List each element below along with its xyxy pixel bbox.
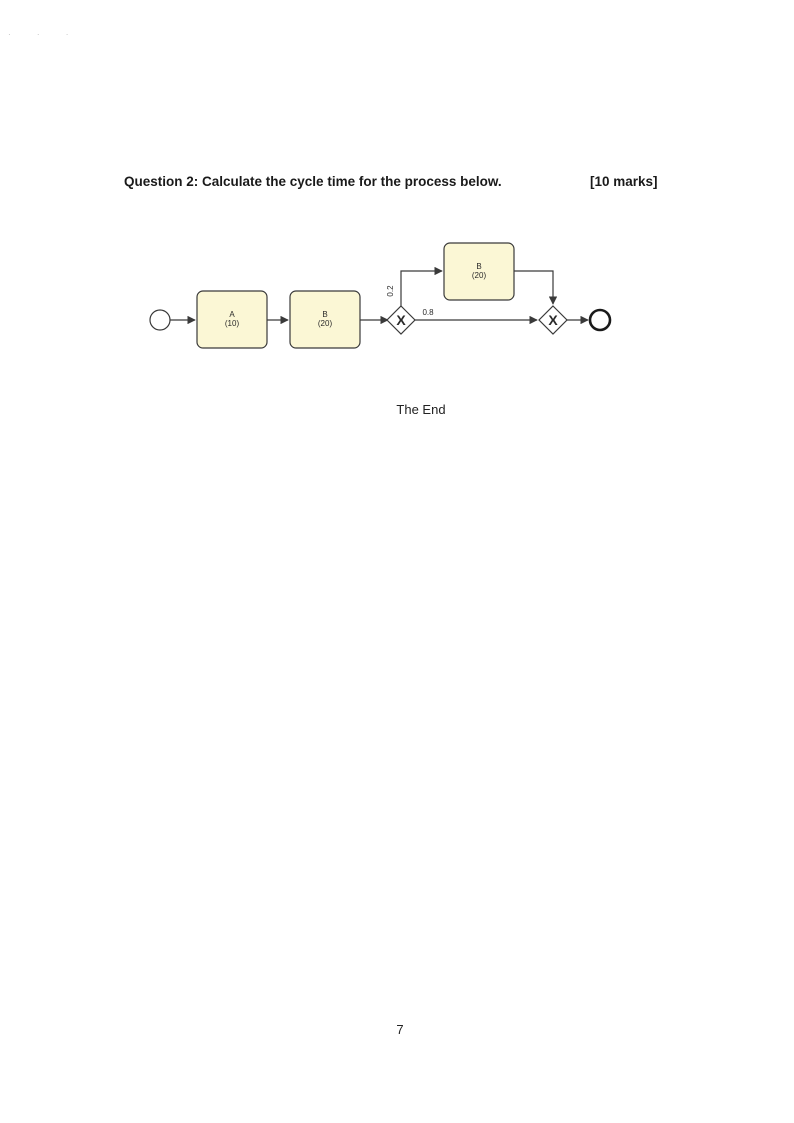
start-event	[150, 310, 170, 330]
split-gateway	[387, 306, 415, 334]
split-gateway-symbol: X	[396, 312, 406, 328]
end-text: The End	[396, 402, 446, 417]
flow-branch-b-to-join	[514, 271, 553, 304]
task-b-name: B	[322, 310, 328, 319]
end-event	[590, 310, 610, 330]
question-title: Question 2: Calculate the cycle time for the process below.	[124, 174, 502, 189]
task-a	[197, 291, 267, 348]
task-a-name: A	[229, 310, 235, 319]
scan-artifacts: · · ·	[8, 30, 81, 39]
question-marks: [10 marks]	[590, 174, 658, 189]
task-a-duration: (10)	[224, 319, 240, 328]
flow-split-to-branch-b	[401, 271, 442, 306]
join-gateway	[539, 306, 567, 334]
task-b-branch	[444, 243, 514, 300]
task-b-duration: (20)	[317, 319, 333, 328]
process-diagram	[140, 235, 620, 360]
task-b-branch-duration: (20)	[471, 271, 487, 280]
lower-branch-probability: 0.8	[422, 308, 434, 317]
page-number: 7	[396, 1022, 404, 1037]
task-b-branch-name: B	[476, 262, 482, 271]
upper-branch-probability: 0.2	[386, 285, 395, 297]
task-b	[290, 291, 360, 348]
join-gateway-symbol: X	[548, 312, 558, 328]
